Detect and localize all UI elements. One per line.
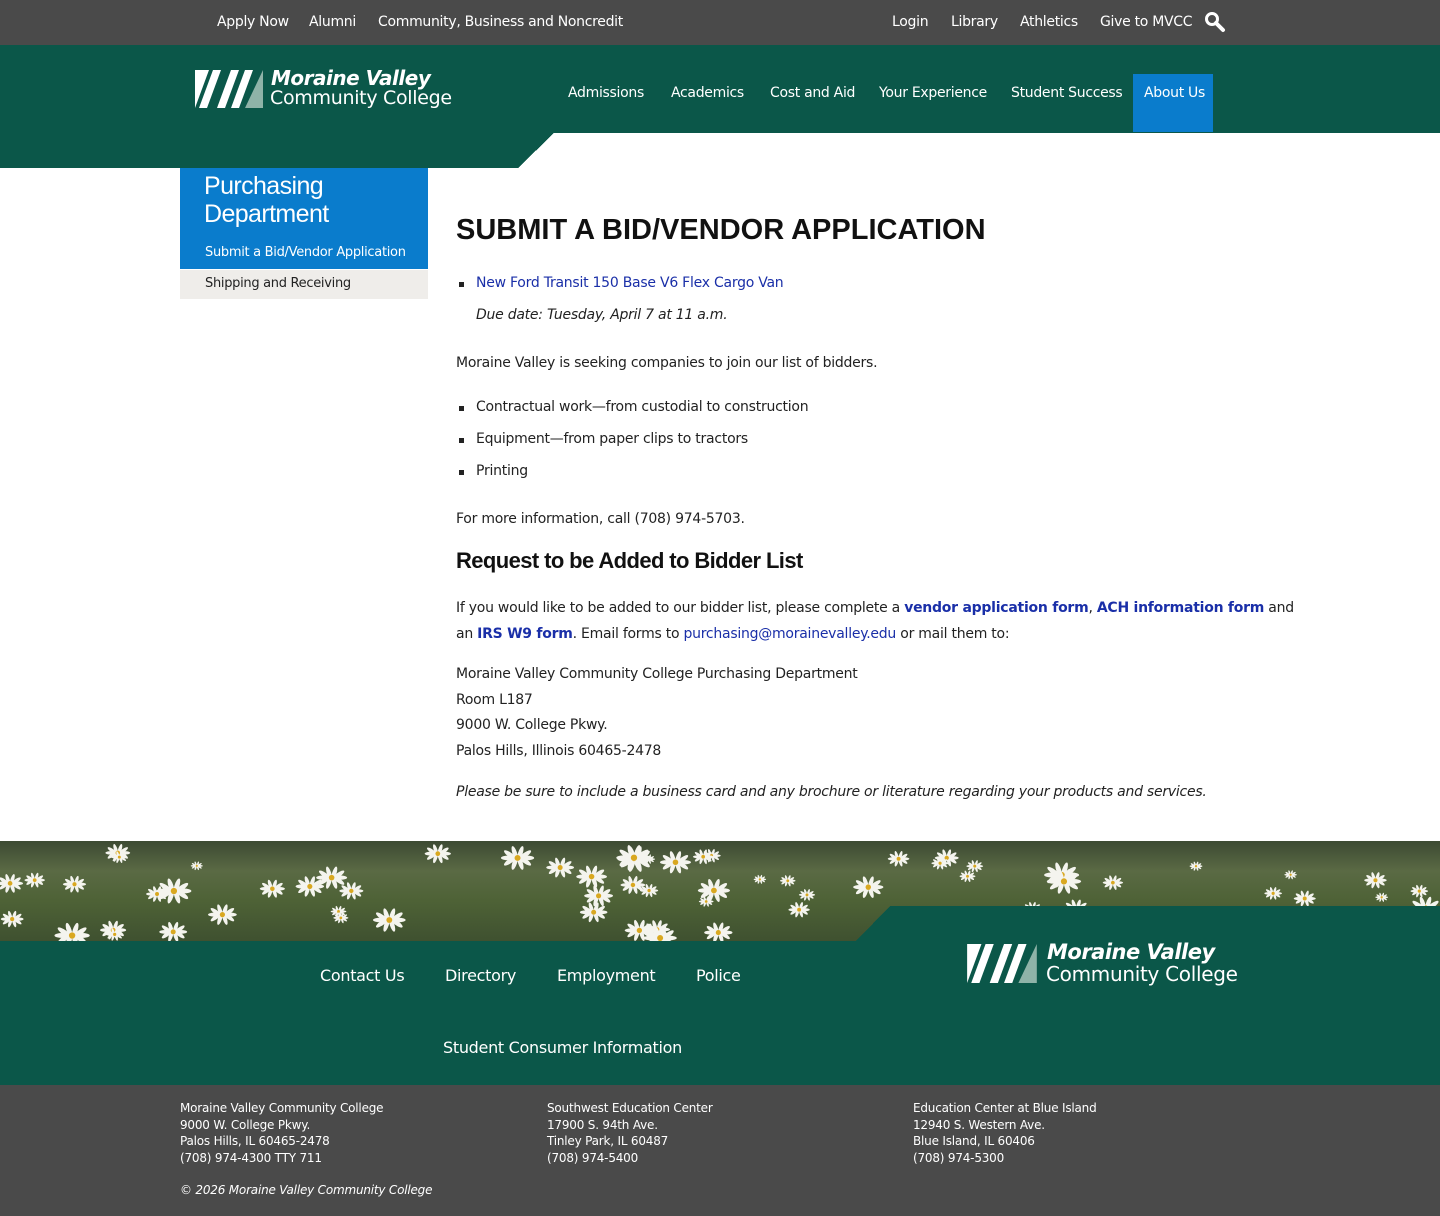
mailing-address-line: Palos Hills, Illinois 60465-2478 — [456, 743, 662, 759]
daisy-decoration — [1284, 870, 1297, 880]
location-southwest — [547, 1100, 713, 1167]
logo-text-line1: Moraine Valley — [271, 66, 431, 90]
daisy-decoration — [425, 844, 451, 864]
vendor-application-form-link[interactable]: vendor application form — [904, 600, 1089, 616]
daisy-decoration — [788, 902, 809, 918]
footer-notch — [856, 906, 890, 941]
para-an: an — [456, 626, 478, 642]
section-heading: Request to be Added to Bidder List — [456, 548, 803, 573]
daisy-decoration — [1294, 890, 1316, 907]
due-date: Due date: Tuesday, April 7 at 11 a.m. — [476, 307, 728, 323]
email-prefix: . Email forms to — [572, 626, 684, 642]
daisy-decoration — [1103, 875, 1123, 890]
daisy-decoration — [260, 879, 285, 898]
email-link[interactable]: purchasing@morainevalley.edu — [683, 626, 897, 642]
logo-mark-icon — [195, 68, 265, 108]
daisy-decoration — [546, 857, 574, 878]
sidebar-item-submit-bid[interactable]: Submit a Bid/Vendor Application — [205, 245, 406, 260]
daisy-decoration — [24, 872, 45, 888]
search-icon[interactable] — [1204, 11, 1226, 33]
bullet — [459, 470, 464, 475]
footer-link-police[interactable]: Police — [696, 966, 741, 985]
location-line: Tinley Park, IL 60487 — [547, 1134, 669, 1149]
utility-link-alumni[interactable]: Alumni — [309, 14, 356, 30]
daisy-decoration — [959, 870, 975, 882]
logo-mark-icon — [967, 942, 1039, 983]
logo-text-line1: Moraine Valley — [1047, 940, 1215, 964]
list-item: Equipment—from paper clips to tractors — [476, 431, 748, 447]
bid-link[interactable]: New Ford Transit 150 Base V6 Flex Cargo Van — [476, 275, 784, 291]
site-logo[interactable] — [195, 68, 465, 114]
bidder-paragraph-line1 — [456, 600, 1294, 616]
daisy-decoration — [0, 874, 23, 894]
para-prefix: If you would like to be added to our bidder list, please complete a — [456, 600, 905, 616]
footer-logo[interactable] — [967, 942, 1247, 988]
location-line: 9000 W. College Pkwy. — [180, 1117, 311, 1132]
daisy-decoration — [373, 908, 406, 933]
daisy-decoration — [584, 885, 613, 907]
location-blue-island — [913, 1100, 1097, 1167]
mailing-address-line: Room L187 — [456, 692, 533, 708]
location-line: (708) 974-5400 — [547, 1151, 639, 1166]
bullet — [459, 438, 464, 443]
location-line: Palos Hills, IL 60465-2478 — [180, 1134, 330, 1149]
utility-link-login[interactable]: Login — [892, 14, 929, 30]
utility-link-community[interactable]: Community, Business and Noncredit — [378, 14, 623, 30]
daisy-decoration — [576, 865, 607, 888]
utility-link-athletics[interactable]: Athletics — [1020, 14, 1078, 30]
daisy-decoration — [1, 910, 24, 927]
nav-admissions[interactable]: Admissions — [568, 85, 644, 101]
nav-student-success[interactable]: Student Success — [1011, 85, 1123, 101]
sidebar-item-label[interactable]: Shipping and Receiving — [205, 276, 351, 291]
list-item: Printing — [476, 463, 528, 479]
para-and: and — [1264, 600, 1294, 616]
utility-bar — [0, 0, 1440, 45]
mailing-address-line: Moraine Valley Community College Purchasing Department — [456, 666, 858, 682]
nav-active-tab-bg — [1133, 74, 1213, 132]
footer-link-contact-us[interactable]: Contact Us — [320, 966, 405, 985]
bullet — [459, 406, 464, 411]
daisy-decoration — [754, 875, 767, 884]
logo-text-line2: Community College — [1046, 962, 1238, 986]
daisy-decoration — [853, 876, 883, 899]
utility-link-give[interactable]: Give to MVCC — [1100, 14, 1193, 30]
daisy-decoration — [660, 851, 691, 874]
footer-green-band — [890, 906, 1440, 941]
sidebar-title[interactable]: Purchasing Department — [204, 172, 329, 228]
header-notch — [518, 133, 554, 168]
utility-link-library[interactable]: Library — [951, 14, 998, 30]
daisy-decoration — [54, 922, 89, 941]
daisy-decoration — [208, 904, 237, 926]
list-item: Contractual work—from custodial to construction — [476, 399, 809, 415]
location-line: 12940 S. Western Ave. — [913, 1117, 1045, 1132]
mailing-address-line: 9000 W. College Pkwy. — [456, 717, 608, 733]
location-line: Moraine Valley Community College — [180, 1101, 384, 1115]
more-info-text: For more information, call (708) 974-5703. — [456, 511, 745, 527]
intro-text: Moraine Valley is seeking companies to join our list of bidders. — [456, 355, 878, 371]
location-line: Education Center at Blue Island — [913, 1101, 1097, 1115]
daisy-decoration — [888, 851, 910, 867]
nav-cost-and-aid[interactable]: Cost and Aid — [770, 85, 856, 101]
utility-link-apply-now[interactable]: Apply Now — [217, 14, 289, 30]
header-extension — [0, 133, 518, 168]
location-line: (708) 974-5300 — [913, 1151, 1005, 1166]
email-suffix: or mail them to: — [896, 626, 1010, 642]
nav-about-us[interactable]: About Us — [1144, 85, 1205, 101]
footer-link-employment[interactable]: Employment — [557, 966, 656, 985]
nav-academics[interactable]: Academics — [671, 85, 744, 101]
para-comma: , — [1088, 600, 1097, 616]
bullet — [459, 282, 464, 287]
nav-your-experience[interactable]: Your Experience — [879, 85, 987, 101]
daisy-decoration — [159, 921, 187, 941]
daisy-decoration — [1375, 892, 1388, 902]
bidder-paragraph-line2 — [456, 626, 1009, 642]
location-line: 17900 S. 94th Ave. — [547, 1117, 658, 1132]
irs-w9-form-link[interactable]: IRS W9 form — [477, 626, 573, 642]
footer-link-student-consumer-info[interactable]: Student Consumer Information — [443, 1038, 682, 1057]
daisy-decoration — [799, 889, 815, 901]
logo-text-line2: Community College — [270, 87, 452, 109]
location-line: Southwest Education Center — [547, 1101, 713, 1115]
daisy-decoration — [501, 845, 534, 870]
location-main-campus — [180, 1100, 383, 1167]
location-line: Blue Island, IL 60406 — [913, 1134, 1035, 1149]
sidebar-item-shipping[interactable] — [180, 270, 428, 299]
daisy-decoration — [63, 875, 86, 893]
daisy-decoration — [191, 861, 203, 870]
location-line: (708) 974-4300 TTY 711 — [180, 1151, 322, 1166]
daisy-decoration — [1264, 887, 1282, 900]
daisy-decoration — [966, 860, 983, 873]
daisy-decoration — [780, 875, 796, 887]
daisy-decoration — [1190, 861, 1203, 871]
ach-information-form-link[interactable]: ACH information form — [1096, 600, 1265, 616]
daisy-decoration — [1410, 884, 1428, 897]
copyright: © 2026 Moraine Valley Community College — [180, 1183, 433, 1197]
daisy-decoration — [704, 922, 732, 941]
footer-link-directory[interactable]: Directory — [445, 966, 517, 985]
daisy-decoration — [1364, 872, 1387, 889]
page-title: SUBMIT A BID/VENDOR APPLICATION — [456, 214, 986, 246]
note-text: Please be sure to include a business card and any brochure or literature regarding your products and services. — [456, 784, 1207, 800]
